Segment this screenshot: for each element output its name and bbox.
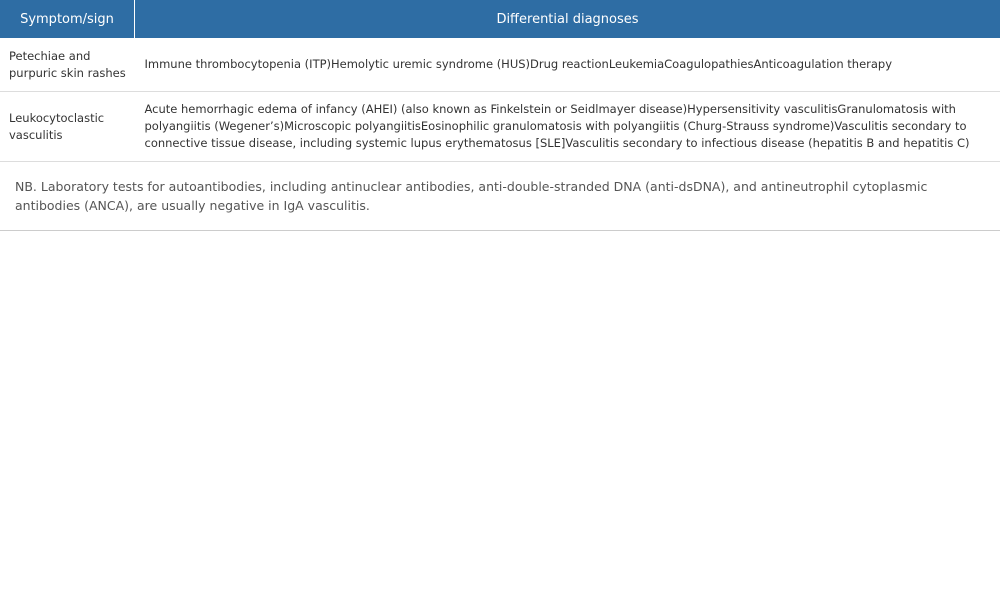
table-body xyxy=(0,38,1000,162)
table-row xyxy=(0,38,1000,92)
column-header-symptom: Symptom/sign xyxy=(0,0,135,38)
table-row xyxy=(0,92,1000,162)
table-header xyxy=(0,0,1000,38)
column-header-diagnoses: Differential diagnoses xyxy=(135,0,1000,38)
diagnoses-cell: Acute hemorrhagic edema of infancy (AHEI) (also known as Finkelstein or Seidlmayer disease)Hypersensitivity vasculitisGranulomatosis with polyangiitis (Wegener’s)Microscopic polyangiitisEosinophilic granulomatosis with polyangiitis (Churg-Strauss syndrome)Vasculitis secondary to connective tissue disease, including systemic lupus erythematosus [SLE]Vasculitis secondary to infectious disease (hepatitis B and hepatitis C) xyxy=(135,92,1000,162)
diagnoses-cell: Immune thrombocytopenia (ITP)Hemolytic uremic syndrome (HUS)Drug reactionLeukemiaCoagulopathiesAnticoagulation therapy xyxy=(135,38,1000,92)
symptom-cell: Leukocytoclastic vasculitis xyxy=(0,92,135,162)
table-header-row xyxy=(0,0,1000,38)
symptom-cell: Petechiae and purpuric skin rashes xyxy=(0,38,135,92)
differential-diagnoses-table xyxy=(0,0,1000,162)
table-footnote: NB. Laboratory tests for autoantibodies, including antinuclear antibodies, anti-double-stranded DNA (anti-dsDNA), and antineutrophil cytoplasmic antibodies (ANCA), are usually negative in IgA vasculitis. xyxy=(0,162,1000,231)
differential-diagnoses-table-container xyxy=(0,0,1000,231)
